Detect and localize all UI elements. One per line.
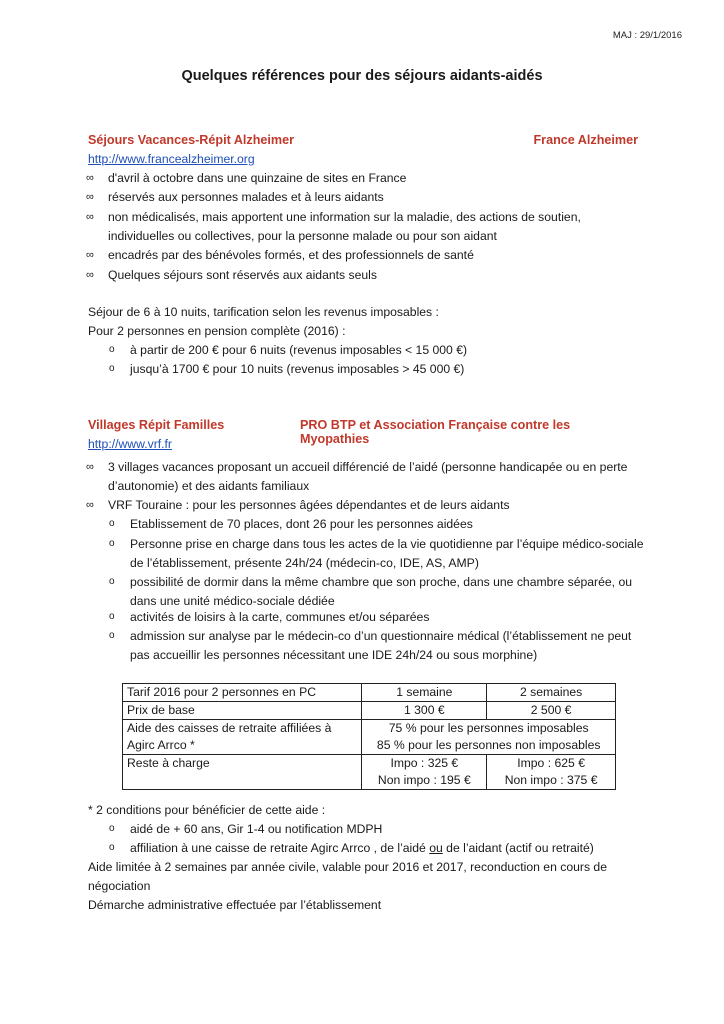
table-header-cell: 2 semaines	[487, 684, 616, 702]
demarche-line: Démarche administrative effectuée par l’établissement	[88, 898, 382, 912]
condition-item: aidé de + 60 ans, Gir 1-4 ou notification MDPH	[130, 822, 383, 836]
section1-heading: Séjours Vacances-Répit Alzheimer	[88, 133, 295, 147]
pricing-line: Séjour de 6 à 10 nuits, tarification selon les revenus imposables :	[88, 305, 439, 319]
table-cell: 2 500 €	[487, 702, 616, 720]
sub-bullet-icon: o	[109, 842, 115, 853]
reste-value: Non impo : 195 €	[377, 773, 471, 787]
section2-link[interactable]: http://www.vrf.fr	[88, 437, 172, 451]
table-header-cell: 1 semaine	[362, 684, 487, 702]
sub-bullet-icon: o	[109, 611, 115, 622]
section1-bullet: encadrés par des bénévoles formés, et des professionnels de santé	[108, 248, 474, 262]
reste-value: Non impo : 375 €	[504, 773, 598, 787]
aide-label: Agirc Arrco *	[127, 738, 195, 752]
condition-text: de l’aidant (actif ou retraité)	[442, 841, 594, 855]
table-cell: Prix de base	[123, 702, 362, 720]
section2-heading: Villages Répit Familles	[88, 418, 225, 432]
section2-bullet: 3 villages vacances proposant un accueil différencié de l’aidé (personne handicapée ou en perte	[108, 460, 628, 474]
reste-value: Impo : 325 €	[390, 756, 459, 770]
vrf-detail: admission sur analyse par le médecin-co d’un questionnaire médical (l’établissement ne peut	[130, 629, 632, 643]
table-cell	[123, 720, 362, 755]
aide-value: 75 % pour les personnes imposables	[388, 721, 589, 735]
condition-text: affiliation à une caisse de retraite Agirc Arrco , de l’aidé	[130, 841, 430, 855]
table-cell	[362, 720, 616, 755]
aide-limit-line: Aide limitée à 2 semaines par année civile, valable pour 2016 et 2017, reconduction en cours de	[88, 860, 607, 874]
section1-bullet-continuation: individuelles ou collectives, pour la personne malade ou pour son aidant	[108, 229, 497, 243]
pricing-line: Pour 2 personnes en pension complète (2016) :	[88, 324, 346, 338]
aide-value: 85 % pour les personnes non imposables	[376, 738, 601, 752]
bullet-icon: ∞	[86, 461, 94, 473]
bullet-icon: ∞	[86, 172, 94, 184]
bullet-icon: ∞	[86, 191, 94, 203]
sub-bullet-icon: o	[109, 630, 115, 641]
table-cell: Reste à charge	[123, 755, 362, 790]
tarif-table	[122, 683, 616, 790]
section1-heading-row	[88, 133, 638, 147]
price-item: à partir de 200 € pour 6 nuits (revenus imposables < 15 000 €)	[130, 343, 468, 357]
vrf-detail-continuation: pas accueillir les personnes nécessitant une IDE 24h/24 ou sous morphine)	[130, 648, 538, 662]
condition-underlined-word: ou	[429, 841, 443, 855]
table-cell: 1 300 €	[362, 702, 487, 720]
table-row	[123, 702, 616, 720]
vrf-detail-continuation: dans une unité médico-sociale dédiée	[130, 594, 335, 608]
sub-bullet-icon: o	[109, 823, 115, 834]
section1-bullet: d'avril à octobre dans une quinzaine de sites en France	[108, 171, 407, 185]
sub-bullet-icon: o	[109, 363, 115, 374]
vrf-detail: possibilité de dormir dans la même chambre que son proche, dans une chambre séparée, ou	[130, 575, 633, 589]
condition-item	[130, 841, 594, 855]
vrf-detail: Etablissement de 70 places, dont 26 pour les personnes aidées	[130, 517, 473, 531]
section1-bullet: Quelques séjours sont réservés aux aidants seuls	[108, 268, 377, 282]
reste-value: Impo : 625 €	[517, 756, 585, 770]
sub-bullet-icon: o	[109, 576, 115, 587]
section1-link[interactable]: http://www.francealzheimer.org	[88, 152, 255, 166]
aide-label: Aide des caisses de retraite affiliées à	[127, 721, 332, 735]
table-row	[123, 755, 616, 790]
sub-bullet-icon: o	[109, 518, 115, 529]
section2-bullet: VRF Touraine : pour les personnes âgées dépendantes et de leurs aidants	[108, 498, 510, 512]
section1-organization: France Alzheimer	[533, 133, 638, 147]
vrf-detail: Personne prise en charge dans tous les actes de la vie quotidienne par l’équipe médico-sociale	[130, 537, 644, 551]
section2-bullet-continuation: d’autonomie) et des aidants familiaux	[108, 479, 310, 493]
bullet-icon: ∞	[86, 211, 94, 223]
table-header-cell: Tarif 2016 pour 2 personnes en PC	[123, 684, 362, 702]
section1-bullet: non médicalisés, mais apportent une information sur la maladie, des actions de soutien,	[108, 210, 581, 224]
vrf-detail: activités de loisirs à la carte, communes et/ou séparées	[130, 610, 430, 624]
bullet-icon: ∞	[86, 269, 94, 281]
section2-organization: PRO BTP et Association Française contre les Myopathies	[300, 418, 571, 446]
sub-bullet-icon: o	[109, 538, 115, 549]
table-row	[123, 684, 616, 702]
price-item: jusqu’à 1700 € pour 10 nuits (revenus imposables > 45 000 €)	[130, 362, 465, 376]
bullet-icon: ∞	[86, 249, 94, 261]
document-title: Quelques références pour des séjours aidants-aidés	[181, 68, 543, 84]
sub-bullet-icon: o	[109, 344, 115, 355]
vrf-detail-continuation: de l’établissement, présente 24h/24 (médecin-co, IDE, AS, AMP)	[130, 556, 479, 570]
aide-limit-line-continuation: négociation	[88, 879, 151, 893]
table-cell	[487, 755, 616, 790]
table-row	[123, 720, 616, 755]
update-date: MAJ : 29/1/2016	[612, 30, 682, 41]
conditions-intro: * 2 conditions pour bénéficier de cette aide :	[88, 803, 326, 817]
bullet-icon: ∞	[86, 499, 94, 511]
table-cell	[362, 755, 487, 790]
section1-bullet: réservés aux personnes malades et à leurs aidants	[108, 190, 384, 204]
